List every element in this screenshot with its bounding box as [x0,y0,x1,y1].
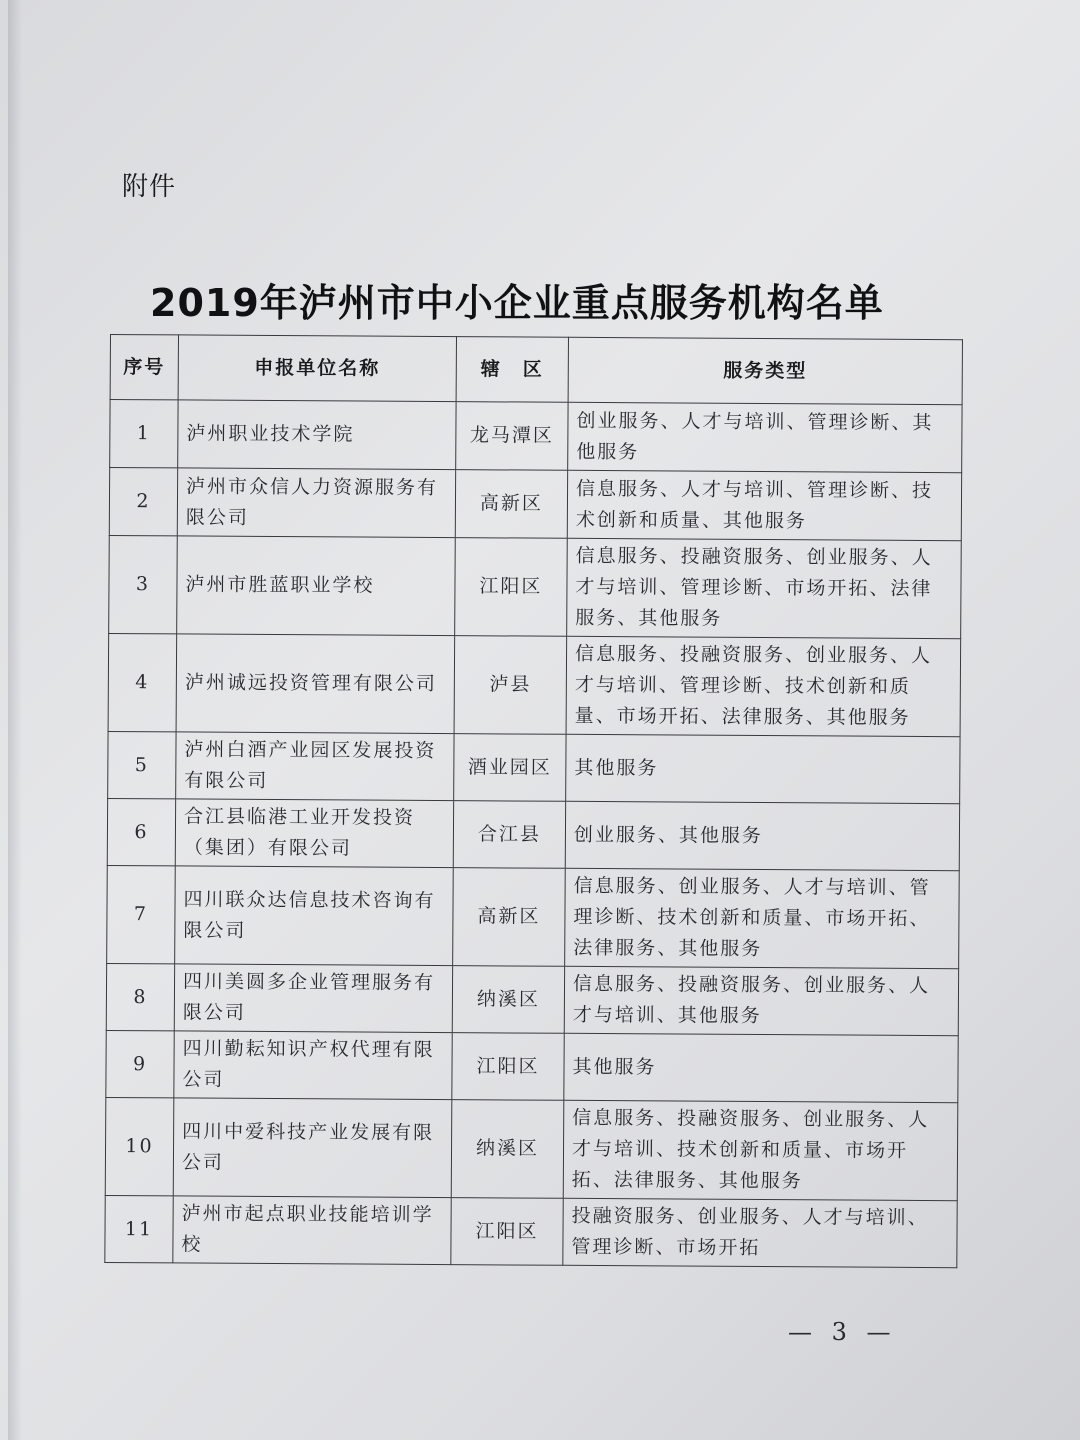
row-district: 江阳区 [452,1033,564,1101]
row-district: 高新区 [453,868,566,967]
organization-table [104,334,963,1268]
row-index: 5 [108,731,176,798]
row-org-name: 泸州职业技术学院 [178,400,456,470]
row-service-types: 其他服务 [564,1033,958,1102]
row-index: 11 [105,1195,173,1262]
row-service-types: 信息服务、投融资服务、创业服务、人才与培训、技术创新和质量、市场开拓、法律服务、其他服务 [563,1100,958,1200]
row-index: 7 [107,865,176,963]
page-number: — 3 — [788,1318,897,1346]
table-row [108,633,961,736]
row-org-name: 泸州市起点职业技能培训学校 [173,1196,451,1265]
row-service-types: 创业服务、人才与培训、管理诊断、其他服务 [568,402,962,472]
row-district: 合江县 [453,801,565,869]
table-row [109,535,962,638]
table-header-row [110,335,962,405]
row-org-name: 四川美圆多企业管理服务有限公司 [174,964,452,1033]
table-row [105,1097,958,1200]
column-header-name: 申报单位名称 [178,335,456,402]
row-district: 江阳区 [455,538,568,637]
row-index: 10 [105,1097,174,1195]
row-org-name: 四川中爱科技产业发展有限公司 [173,1098,452,1198]
row-district: 纳溪区 [452,966,564,1034]
row-org-name: 泸州市众信人力资源服务有限公司 [177,468,455,538]
row-org-name: 合江县临港工业开发投资（集团）有限公司 [175,799,453,868]
row-service-types: 信息服务、人才与培训、管理诊断、技术创新和质量、其他服务 [567,470,961,540]
row-service-types: 投融资服务、创业服务、人才与培训、管理诊断、市场开拓 [563,1198,957,1267]
row-index: 4 [108,633,177,731]
page-fold-shadow [8,0,22,1440]
table-row [107,798,959,870]
row-district: 酒业园区 [454,734,566,802]
row-org-name: 泸州诚远投资管理有限公司 [176,634,455,734]
row-index: 2 [109,468,177,536]
row-org-name: 四川联众达信息技术咨询有限公司 [175,866,454,966]
column-header-index: 序号 [110,335,178,400]
row-service-types: 信息服务、投融资服务、创业服务、人才与培训、管理诊断、技术创新和质量、市场开拓、法律服务、其他服务 [566,636,961,736]
table-row [105,1195,957,1267]
row-district: 纳溪区 [451,1100,564,1199]
row-org-name: 泸州白酒产业园区发展投资有限公司 [176,732,454,801]
column-header-district: 辖 区 [456,337,568,403]
column-header-service-type: 服务类型 [568,337,962,404]
table-row [108,731,960,803]
row-service-types: 信息服务、投融资服务、创业服务、人才与培训、管理诊断、市场开拓、法律服务、其他服务 [567,538,962,638]
row-index: 6 [107,798,175,865]
table-row [110,400,962,473]
row-index: 9 [106,1030,174,1097]
row-district: 泸县 [454,636,567,735]
row-district: 高新区 [455,470,567,539]
row-index: 8 [106,963,174,1030]
row-service-types: 其他服务 [566,734,960,803]
attachment-label: 附件 [122,172,177,202]
document-title: 2019年泸州市中小企业重点服务机构名单 [150,281,884,325]
row-service-types: 信息服务、创业服务、人才与培训、管理诊断、技术创新和质量、市场开拓、法律服务、其他服务 [565,868,960,968]
row-org-name: 泸州市胜蓝职业学校 [177,536,456,636]
row-org-name: 四川勤耘知识产权代理有限公司 [174,1031,452,1100]
table-row [109,468,961,541]
row-index: 1 [110,400,178,468]
row-index: 3 [109,535,178,633]
table-row [106,1030,958,1102]
row-service-types: 创业服务、其他服务 [565,801,959,870]
row-district: 江阳区 [451,1198,563,1266]
table-row [106,963,958,1035]
row-service-types: 信息服务、投融资服务、创业服务、人才与培训、其他服务 [564,966,958,1035]
row-district: 龙马潭区 [456,402,568,471]
table-row [107,865,960,968]
